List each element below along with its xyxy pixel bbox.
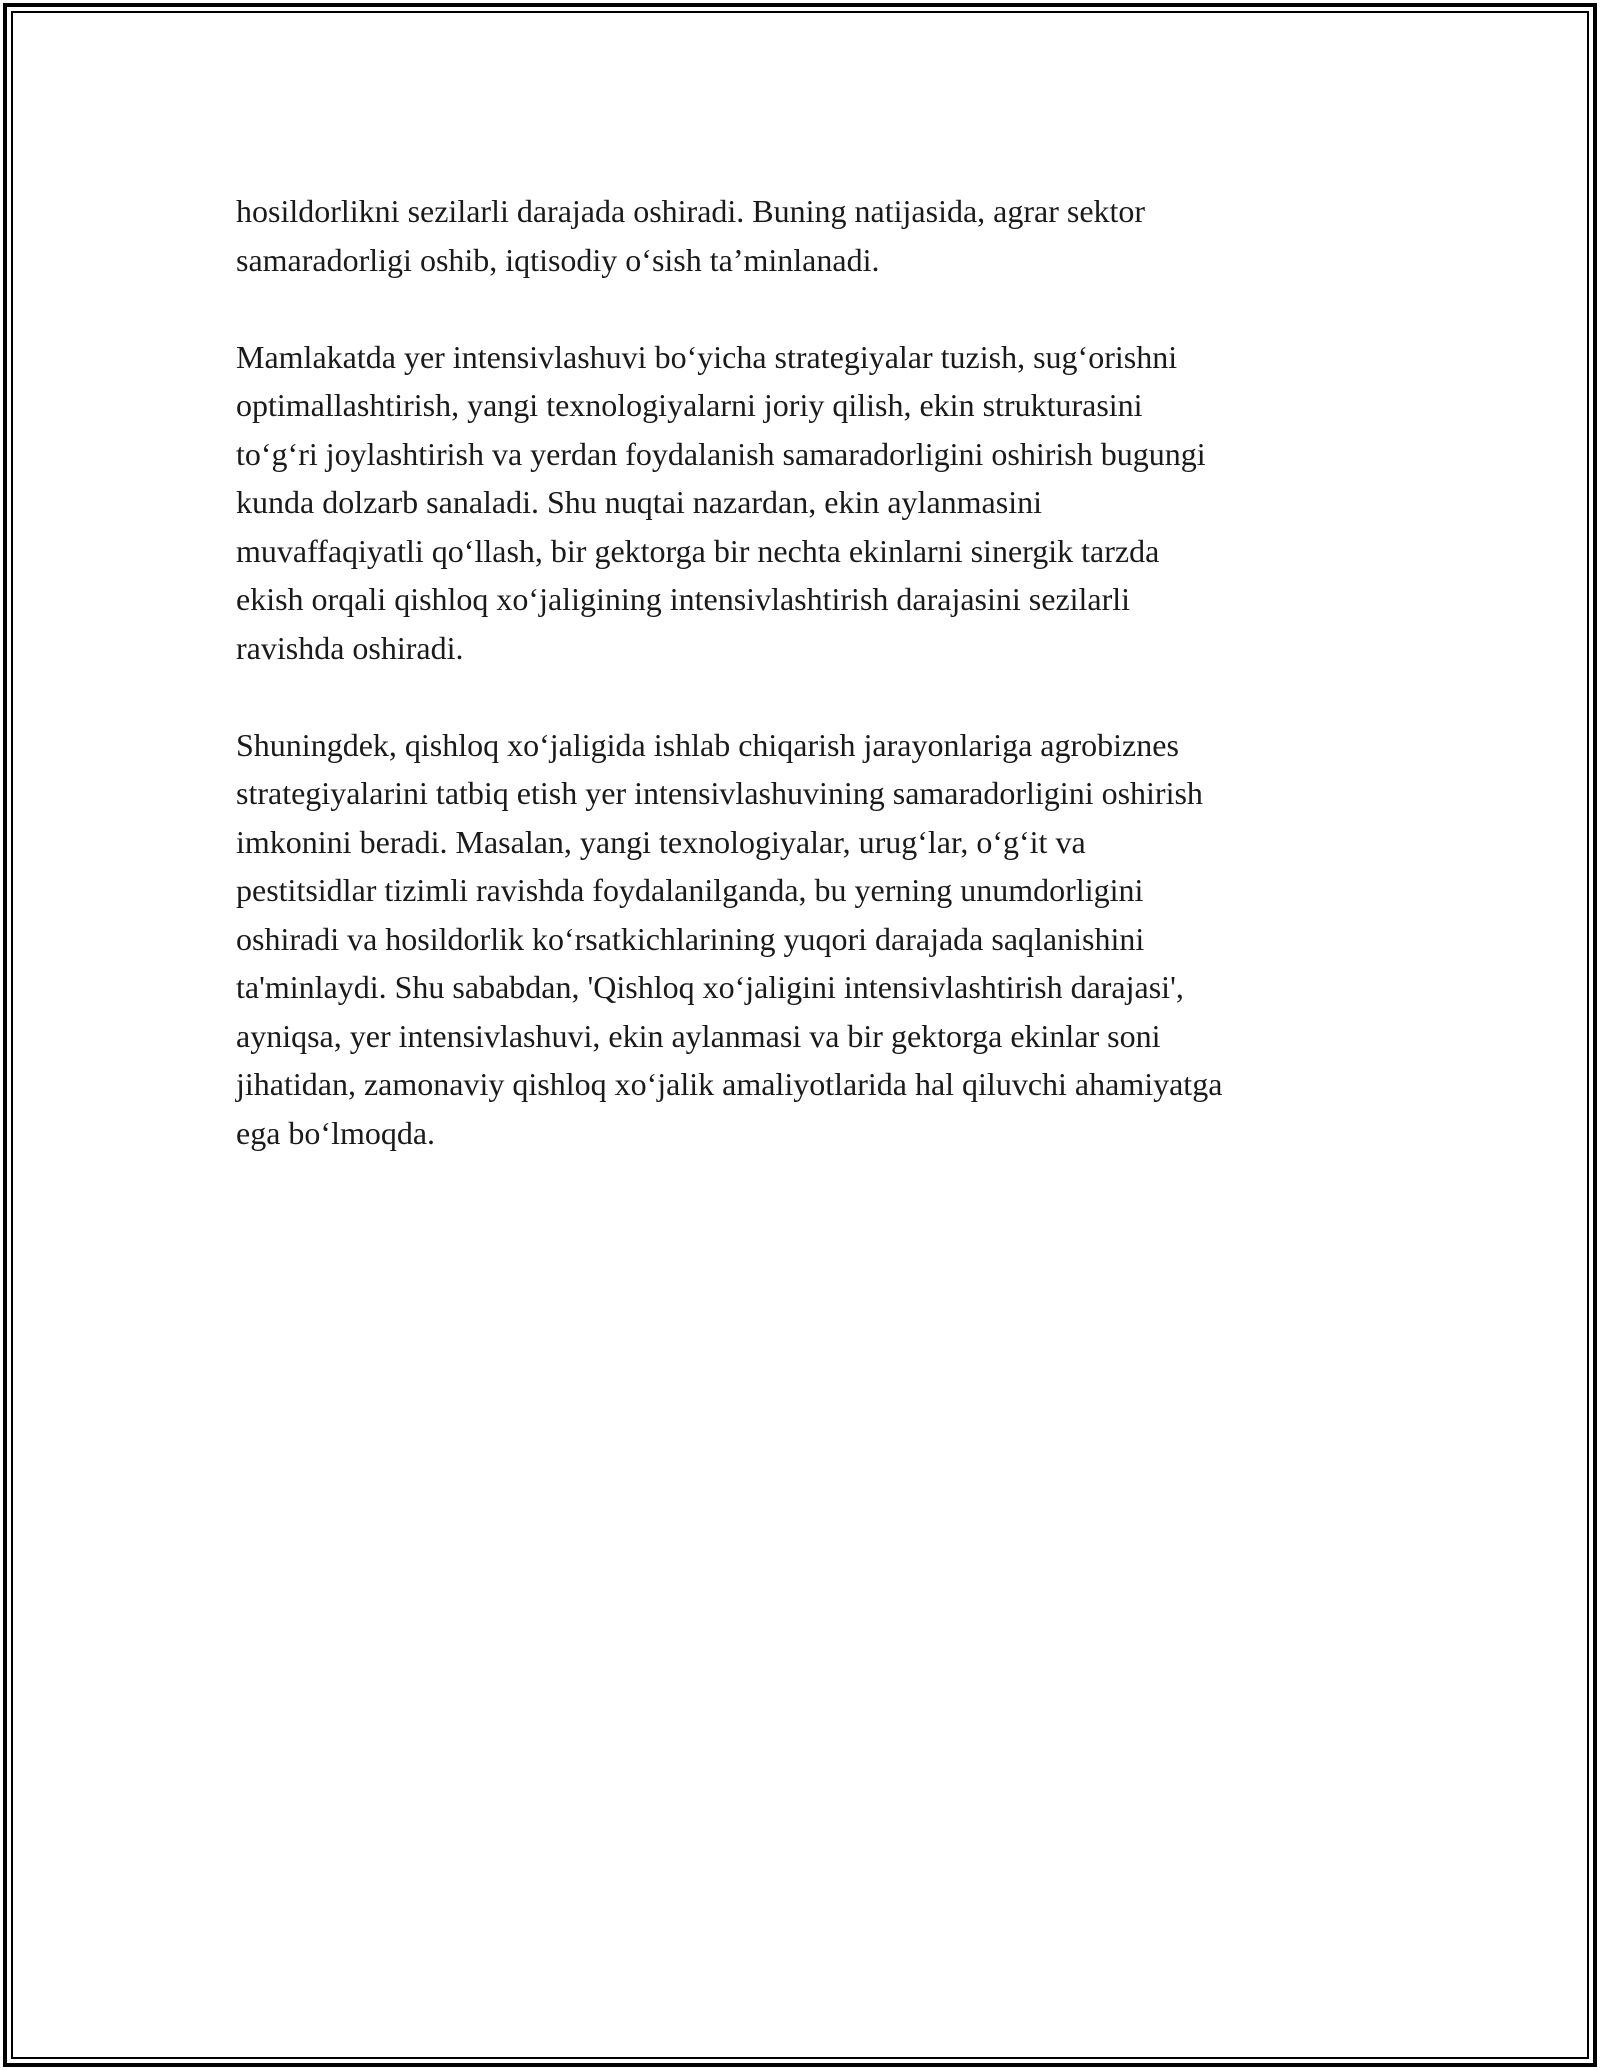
paragraph-2 <box>236 333 1366 673</box>
text-line: optimallashtirish, yangi texnologiyalarni joriy qilish, ekin strukturasini <box>236 387 1143 423</box>
text-line: muvaffaqiyatli qo‘llash, bir gektorga bir nechta ekinlarni sinergik tarzda <box>236 532 1160 569</box>
text-line: ravishda oshiradi. <box>236 629 464 666</box>
text-line: jihatidan, zamonaviy qishloq xo‘jalik amaliyotlarida hal qiluvchi ahamiyatga <box>236 1066 1223 1102</box>
document-body <box>236 187 1366 1206</box>
text-line: Mamlakatda yer intensivlashuvi bo‘yicha strategiyalar tuzish, sug‘orishni <box>236 338 1178 375</box>
text-line: kunda dolzarb sanaladi. Shu nuqtai nazardan, ekin aylanmasini <box>236 484 1042 520</box>
text-line: ega bo‘lmoqda. <box>236 1114 436 1151</box>
text-line: strategiyalarini tatbiq etish yer intensivlashuvining samaradorligini oshirish <box>236 775 1203 811</box>
paragraph-3 <box>236 721 1366 1158</box>
text-line: pestitsidlar tizimli ravishda foydalanilganda, bu yerning unumdorligini <box>236 872 1144 908</box>
text-line: hosildorlikni sezilarli darajada oshiradi. Buning natijasida, agrar sektor <box>236 193 1146 229</box>
text-line: samaradorligi oshib, iqtisodiy o‘sish ta’minlanadi. <box>236 241 880 278</box>
text-line: to‘g‘ri joylashtirish va yerdan foydalanish samaradorligini oshirish bugungi <box>236 435 1206 472</box>
paragraph-1 <box>236 187 1366 284</box>
text-line: Shuningdek, qishloq xo‘jaligida ishlab chiqarish jarayonlariga agrobiznes <box>236 726 1179 763</box>
text-line: ayniqsa, yer intensivlashuvi, ekin aylanmasi va bir gektorga ekinlar soni <box>236 1017 1161 1054</box>
text-line: ekish orqali qishloq xo‘jaligining intensivlashtirish darajasini sezilarli <box>236 581 1131 617</box>
text-line: imkonini beradi. Masalan, yangi texnologiyalar, urug‘lar, o‘g‘it va <box>236 823 1086 860</box>
text-line: ta'minlaydi. Shu sababdan, 'Qishloq xo‘jaligini intensivlashtirish darajasi', <box>236 969 1184 1005</box>
text-line: oshiradi va hosildorlik ko‘rsatkichlarining yuqori darajada saqlanishini <box>236 920 1145 957</box>
